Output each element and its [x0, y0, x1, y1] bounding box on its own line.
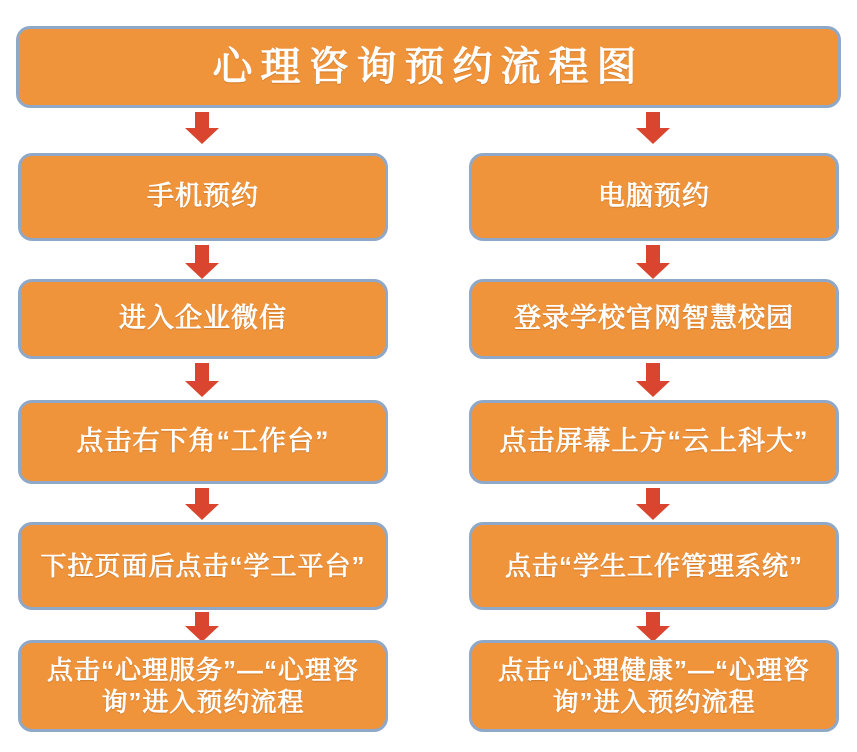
left-step-3: 点击右下角“工作台” — [18, 400, 388, 484]
arrow-title-to-left-col1 — [185, 112, 219, 144]
right-step-5: 点击“心理健康”—“心理咨询”进入预约流程 — [469, 640, 839, 732]
left-step-1: 手机预约 — [18, 153, 388, 241]
arrow-left-4-5 — [185, 612, 219, 642]
arrow-right-3-4 — [636, 488, 670, 520]
flowchart-title: 心理咨询预约流程图 — [16, 26, 841, 108]
right-step-3: 点击屏幕上方“云上科大” — [469, 400, 839, 484]
arrow-title-to-right-col1 — [636, 112, 670, 144]
right-step-1: 电脑预约 — [469, 153, 839, 241]
arrow-right-2-3 — [636, 363, 670, 397]
left-step-2: 进入企业微信 — [18, 279, 388, 359]
arrow-left-3-4 — [185, 488, 219, 520]
right-step-4: 点击“学生工作管理系统” — [469, 522, 839, 610]
left-step-5: 点击“心理服务”—“心理咨询”进入预约流程 — [18, 640, 388, 732]
left-step-4: 下拉页面后点击“学工平台” — [18, 522, 388, 610]
right-step-2: 登录学校官网智慧校园 — [469, 279, 839, 359]
arrow-right-4-5 — [636, 612, 670, 642]
arrow-left-1-2 — [185, 245, 219, 279]
arrow-left-2-3 — [185, 363, 219, 397]
arrow-right-1-2 — [636, 245, 670, 279]
